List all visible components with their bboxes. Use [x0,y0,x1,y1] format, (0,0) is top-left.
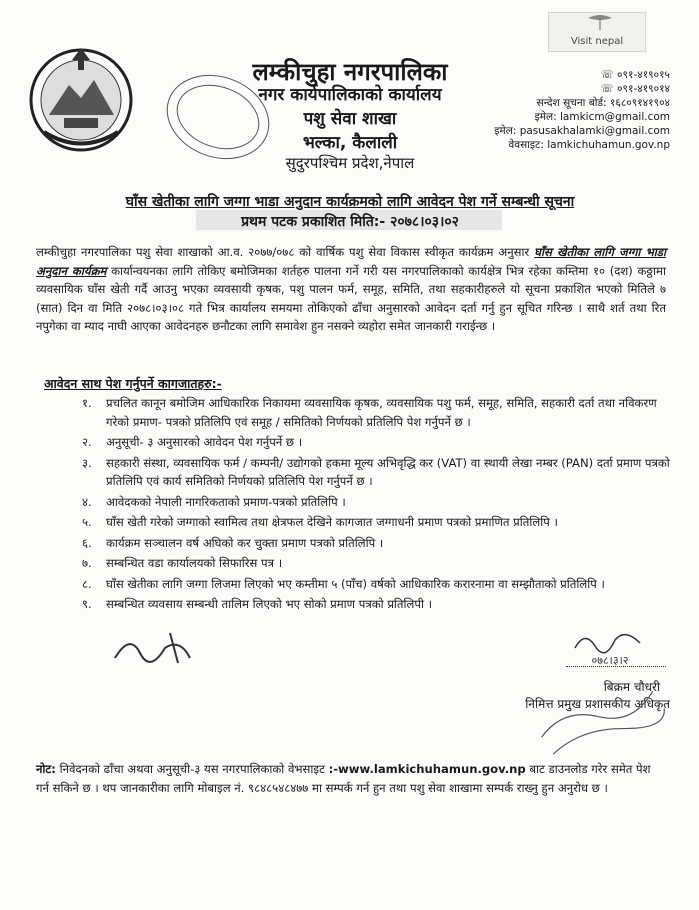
docs-heading: आवेदन साथ पेश गर्नुपर्ने कागजातहरु:- [44,376,222,391]
note-website: :-www.lamkichuhamun.gov.np [328,762,526,776]
phone-1: ☏ ०९१-४१९०१५ [600,69,670,81]
handwritten-scribble-icon [110,628,205,668]
list-item: २. अनुसूची- ३ अनुसारको आवेदन पेश गर्नुपर्ने छ । [82,435,303,449]
section-name: पशु सेवा शाखा [303,109,397,129]
municipality-title: लम्कीचुहा नगरपालिका [252,58,448,86]
list-item: ८. घाँस खेतीका लागि जग्गा लिजमा लिएको भए कम्तीमा ५ (पाँच) वर्षको आधिकारिक करारनामा वा सम्झौताको प्रतिलिपि । [82,576,605,591]
signature-stamp-icon [520,688,670,758]
body-part-a: लम्कीचुहा नगरपालिका पशु सेवा शाखाको आ.व. २०७७/०७८ को वार्षिक पशु सेवा विकास स्वीकृत कार्यक्रम अनुसार [36,245,535,259]
place-name: भल्का, कैलाली [302,133,398,153]
list-item: ५. घाँस खेती गरेको जग्गाको स्वामित्व तथा क्षेत्रफल देखिने कागजात जग्गाधनी प्रमाण पत्रको प्रमाणित प्रतिलिपि । [82,515,558,529]
list-item: ७. सम्बन्धित वडा कार्यालयको सिफारिस पत्र । [82,556,283,570]
publish-date: प्रथम पटक प्रकाशित मिति:- २०७८।०३।०२ [241,214,459,230]
list-item: ९. सम्बन्धित व्यवसाय सम्बन्धी तालिम लिएको भए सोको प्रमाण पत्रको प्रतिलिपी । [82,597,433,611]
nepal-emblem-icon [24,40,139,155]
svg-text:Visit nepal: Visit nepal [570,36,624,47]
note: नोट: निवेदनको ढाँचा अथवा अनुसूची-३ यस नगरपालिकाको वेभसाइट :-www.lamkichuhamun.gov.np बाट डाउनलोड गरेर समेत पेश गर्न सकिने छ । थप जानकारीका लागि मोबाइल नं. ९८४८५४८४७७ मा सम्पर्क गर्न हुन तथा पशु सेवा शाखामा सम्पर्क राख्नु हुन अनुरोध छ । [36,762,651,795]
list-item: ४. आवेदकको नेपाली नागरिकताको प्रमाण-पत्रको प्रतिलिपि । [82,494,346,509]
program-name: घाँस खेतीका लागि जग्गा भाडा अनुदान कार्यक्रम [36,245,666,278]
list-item: ६. कार्यक्रम सञ्चालन वर्ष अघिको कर चुक्ता प्रमाण पत्रको प्रतिलिपि । [82,535,384,550]
email-1: इमेल: lamkicm@gmail.com [534,111,670,123]
list-item: ३. सहकारी संस्था, व्यवसायिक फर्म / कम्पनी/ उद्योगको हकमा मूल्य अभिवृद्धि कर (VAT) वा स्थायी लेखा नम्बर (PAN) दर्ता प्रमाण पत्रको प्रतिलिपि एवं कार्य समितिको निर्णयको प्रतिलिपि पेश गर्नुपर्ने छ । [82,455,670,488]
signer-name: बिक्रम चौधरी [603,680,660,694]
signature-line [566,666,666,667]
note-label: नोट: [36,762,56,776]
list-item: १. प्रचलित कानून बमोजिम आधिकारिक निकायमा व्यवसायिक कृषक, व्यवसायिक पशु फर्म, समूह, समिति, सहकारी दर्ता तथा नविकरण गरेको प्रमाण- पत्रको प्रतिलिपि एवं समूह / समितिको निर्णयको प्रतिलिपि पेश गर्नुपर्ने छ । [82,396,657,429]
svg-text:०७८।३।२: ०७८।३।२ [591,654,629,667]
province-name: सुदुरपश्चिम प्रदेश,नेपाल [285,154,415,172]
email-2: इमेल: pasusakhalamki@gmail.com [494,125,670,137]
signer-title: निमित्त प्रमुख प्रशासकीय अधिकृत [525,697,670,711]
website: वेवसाइट: lamkichuhamun.gov.np [508,139,670,151]
signature-icon [570,628,650,668]
body-part-b: कार्यान्वयनका लागि तोकिए बमोजिमका शर्तहरु पालना गर्ने गरी यस नगरपालिकाको कार्यक्षेत्र भित्र रहेका कम्तिमा १० (दश) कठ्ठामा व्यवसायिक घाँस खेती गर्दै आउनु भएका व्यवसायी कृषक, पशु पालन फर्म, समूह, समिति, तथा सहकारीहरुले यो सूचना प्रकाशित भएको मितिले ७ (सात) दिन वा मिति २०७८।०३।०८ गते भित्र कार्यालय समयमा तोकिएको ढाँचा अनुसारको आवेदन दर्ता गर्नु हुन सूचित गरिन्छ । साथै शर्त तथा रित नपुगेका वा म्याद नाघी आएका आवेदनहरु छनौटका लागि समावेश हुन नसक्ने व्यहोरा समेत जानकारी गराईन्छ । [36,263,666,333]
office-name: नगर कार्यपालिकाको कार्यालय [258,85,442,105]
phone-2: ☏ ०९१-४१९०१४ [600,83,670,95]
visit-nepal-logo-icon [548,12,646,52]
notice-title: घाँस खेतीका लागि जग्गा भाडा अनुदान कार्यक्रमको लागि आवेदन पेश गर्ने सम्बन्धी सूचना [125,194,575,210]
notice-body [36,243,666,336]
notice-board: सन्देश सूचना बोर्ड: १६८०९१४१९०४ [536,97,670,109]
docs-list [82,394,672,616]
